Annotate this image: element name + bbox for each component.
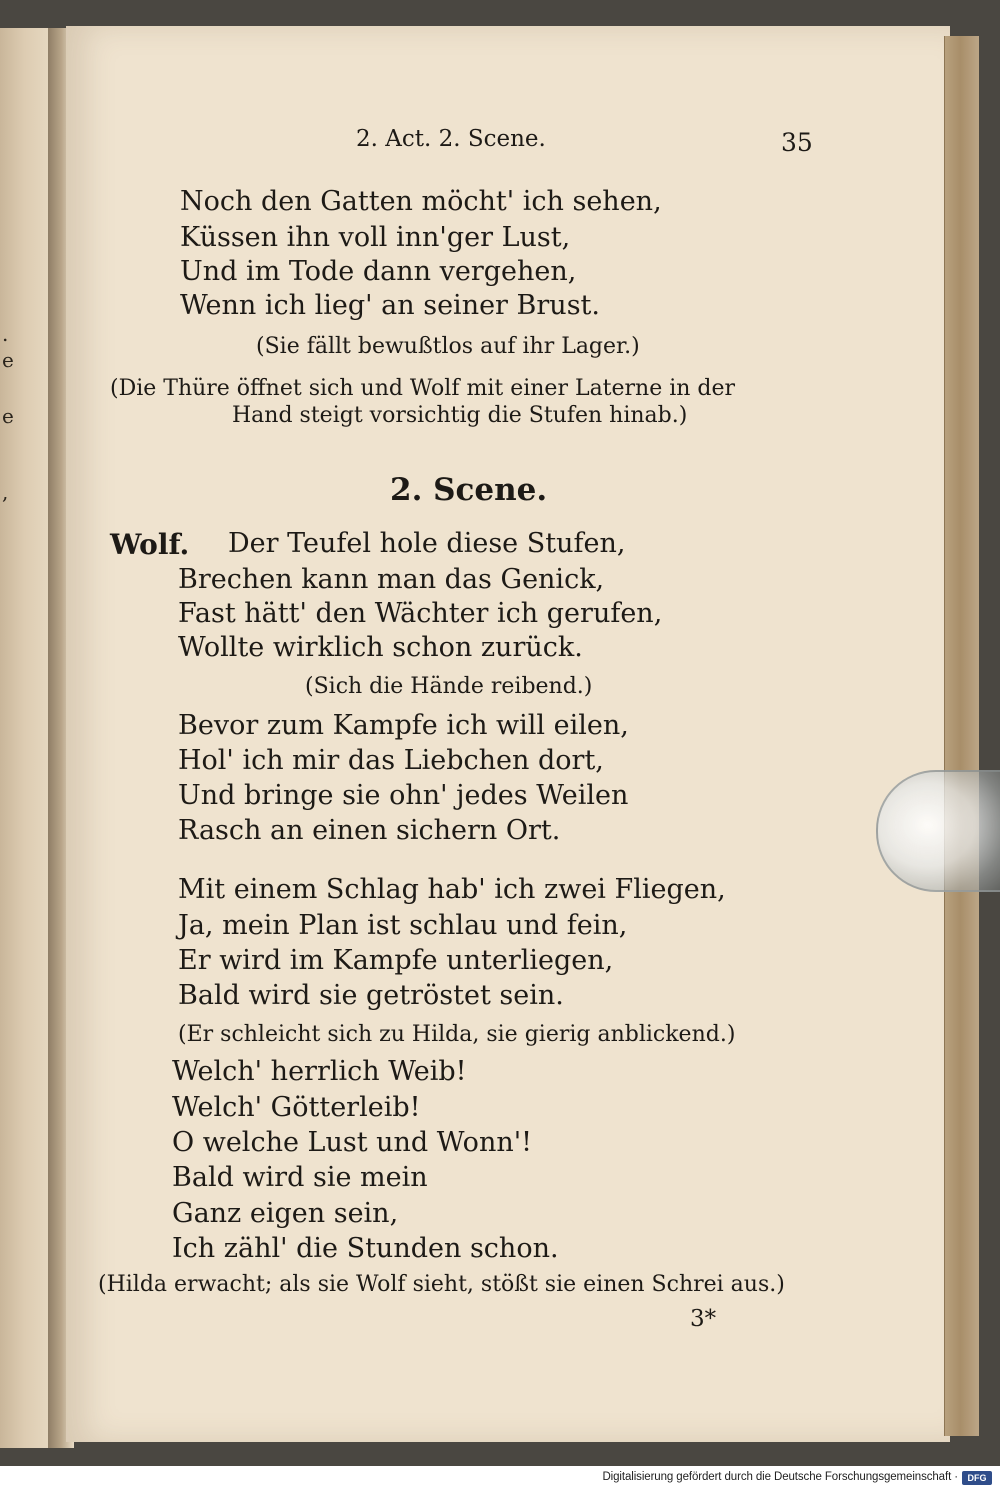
verse-line: Bald wird sie mein [172,1162,428,1193]
verse-line: Der Teufel hole diese Stufen, [228,528,626,559]
verse-line: Ja, mein Plan ist schlau und fein, [178,910,628,941]
verse-line: Und bringe sie ohn' jedes Weilen [178,780,629,811]
stage-direction: (Die Thüre öffnet sich und Wolf mit einer Laterne in der [110,376,736,401]
speaker-name: Wolf. [110,528,190,561]
verse-line: Und im Tode dann vergehen, [180,256,577,287]
dfg-logo-icon: DFG [962,1471,992,1485]
verse-line: Fast hätt' den Wächter ich gerufen, [178,598,663,629]
verse-line: Hol' ich mir das Liebchen dort, [178,745,604,776]
verse-line: Brechen kann man das Genick, [178,564,605,595]
verse-line: Wollte wirklich schon zurück. [178,632,583,663]
left-page-mark: e [2,348,14,372]
verse-line: Noch den Gatten möcht' ich sehen, [180,186,662,217]
verse-line: Küssen ihn voll inn'ger Lust, [180,222,571,253]
verse-line: Welch' Götterleib! [172,1092,421,1123]
verse-line: Er wird im Kampfe unterliegen, [178,945,614,976]
verse-line: Bald wird sie getröstet sein. [178,980,564,1011]
signature-mark: 3* [690,1306,717,1332]
stage-direction: Hand steigt vorsichtig die Stufen hinab.) [232,403,688,428]
stage-direction: (Sie fällt bewußtlos auf ihr Lager.) [256,334,640,359]
digitization-footer [0,1466,1000,1491]
stage-direction: (Sich die Hände reibend.) [305,674,593,699]
stage-direction: (Hilda erwacht; als sie Wolf sieht, stößt sie einen Schrei aus.) [98,1272,785,1297]
running-title: 2. Act. 2. Scene. [356,126,546,152]
verse-line: Welch' herrlich Weib! [172,1056,467,1087]
verse-line: Ich zähl' die Stunden schon. [172,1233,559,1264]
verse-line: Rasch an einen sichern Ort. [178,815,561,846]
left-page-mark: , [2,480,9,504]
scene-heading: 2. Scene. [390,472,548,508]
page-clip [876,770,1000,892]
page-number: 35 [781,128,813,157]
left-page-mark: e [2,404,14,428]
verse-line: O welche Lust und Wonn'! [172,1127,532,1158]
left-page-mark: . [2,322,9,346]
stage-direction: (Er schleicht sich zu Hilda, sie gierig anblickend.) [178,1022,736,1047]
footer-credit: Digitalisierung gefördert durch die Deutsche Forschungsgemeinschaft · [602,1471,958,1483]
verse-line: Bevor zum Kampfe ich will eilen, [178,710,629,741]
verse-line: Mit einem Schlag hab' ich zwei Fliegen, [178,874,726,905]
verse-line: Wenn ich lieg' an seiner Brust. [180,290,600,321]
verse-line: Ganz eigen sein, [172,1198,399,1229]
